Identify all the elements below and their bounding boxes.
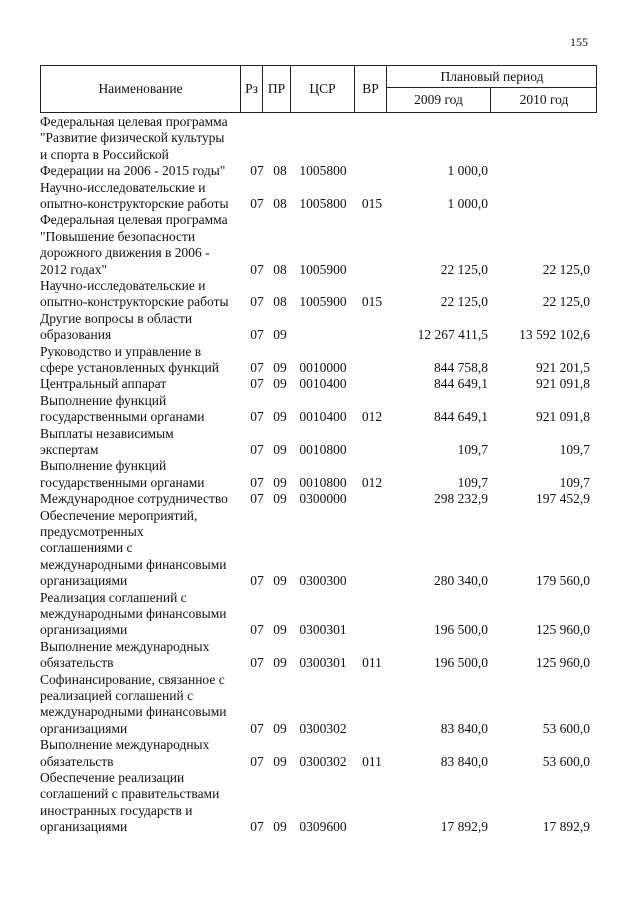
- row-rz: 07: [250, 622, 264, 638]
- table-row: [0, 278, 640, 311]
- row-value-2010: 921 201,5: [536, 359, 590, 375]
- row-pr: 09: [273, 409, 287, 425]
- row-value-2010: 22 125,0: [542, 261, 590, 277]
- row-csr: 0300301: [299, 655, 347, 671]
- table-row: [0, 458, 640, 491]
- table-row: [0, 426, 640, 459]
- page-number: 155: [570, 35, 588, 49]
- row-value-2010: 125 960,0: [536, 622, 590, 638]
- row-pr: 09: [273, 622, 287, 638]
- row-pr: 08: [273, 195, 287, 211]
- row-value-2009: 844 649,1: [434, 376, 488, 392]
- row-csr: 0300302: [299, 720, 347, 736]
- row-pr: 09: [273, 327, 287, 343]
- row-name: Научно-исследовательские и опытно-конструкторские работы: [40, 278, 229, 310]
- table-row: [0, 393, 640, 426]
- table-row: [0, 212, 640, 278]
- row-csr: 1005900: [299, 294, 347, 310]
- row-rz: 07: [250, 195, 264, 211]
- row-value-2009: 844 758,8: [434, 359, 488, 375]
- row-value-2010: 921 091,8: [536, 409, 590, 425]
- row-name: Федеральная целевая программа "Повышение безопасности дорожного движения в 2006 - 2012 годах": [40, 212, 228, 277]
- row-name: Обеспечение мероприятий, предусмотренных соглашениями с международными финансовыми организациями: [40, 507, 227, 589]
- row-name: Выполнение международных обязательств: [40, 737, 210, 769]
- row-rz: 07: [250, 474, 264, 490]
- header-year-2009: 2009 год: [387, 88, 491, 112]
- row-value-2009: 12 267 411,5: [417, 327, 488, 343]
- row-csr: 0300300: [299, 573, 347, 589]
- table-row: [0, 639, 640, 672]
- row-value-2010: 22 125,0: [542, 294, 590, 310]
- row-csr: 1005800: [299, 195, 347, 211]
- row-pr: 09: [273, 753, 287, 769]
- row-vr: 012: [361, 409, 383, 425]
- table-row: [0, 180, 640, 213]
- row-rz: 07: [250, 753, 264, 769]
- row-value-2009: 83 840,0: [440, 753, 488, 769]
- row-rz: 07: [250, 573, 264, 589]
- row-rz: 07: [250, 163, 264, 179]
- row-value-2010: 17 892,9: [542, 819, 590, 835]
- row-name: Обеспечение реализации соглашений с правительствами иностранных государств и организациями: [40, 770, 220, 835]
- row-name: Другие вопросы в области образования: [40, 310, 193, 343]
- row-csr: 0300302: [299, 753, 347, 769]
- table-header: [40, 65, 597, 113]
- row-rz: 07: [250, 409, 264, 425]
- row-csr: 0010800: [299, 441, 347, 457]
- row-vr: 015: [361, 195, 383, 211]
- row-value-2010: 13 592 102,6: [519, 327, 590, 343]
- row-name: Научно-исследовательские и опытно-конструкторские работы: [40, 179, 229, 211]
- row-value-2010: 53 600,0: [542, 753, 590, 769]
- row-pr: 09: [273, 655, 287, 671]
- row-csr: 1005900: [299, 261, 347, 277]
- row-name: Софинансирование, связанное с реализацией соглашений с международными финансовыми организациями: [40, 671, 227, 736]
- row-pr: 09: [273, 359, 287, 375]
- row-value-2009: 22 125,0: [440, 261, 488, 277]
- table-row: [0, 770, 640, 836]
- table-row: [0, 376, 640, 392]
- header-vr: ВР: [355, 66, 387, 112]
- row-csr: 0010000: [299, 359, 347, 375]
- header-period: Плановый период: [387, 66, 597, 88]
- row-name: Международное сотрудничество: [40, 491, 228, 507]
- row-value-2009: 196 500,0: [434, 622, 488, 638]
- table-row: [0, 491, 640, 507]
- row-pr: 09: [273, 441, 287, 457]
- row-rz: 07: [250, 491, 264, 507]
- row-rz: 07: [250, 819, 264, 835]
- table-row: [0, 114, 640, 180]
- row-name: Руководство и управление в сфере установленных функций: [40, 343, 219, 375]
- row-pr: 08: [273, 261, 287, 277]
- row-pr: 09: [273, 819, 287, 835]
- header-rz: Рз: [241, 66, 263, 112]
- table-row: [0, 590, 640, 639]
- row-value-2010: 179 560,0: [536, 573, 590, 589]
- row-value-2010: 53 600,0: [542, 720, 590, 736]
- row-value-2009: 17 892,9: [440, 819, 488, 835]
- row-rz: 07: [250, 294, 264, 310]
- row-value-2009: 1 000,0: [447, 195, 488, 211]
- row-value-2009: 22 125,0: [440, 294, 488, 310]
- row-csr: 0010400: [299, 376, 347, 392]
- row-pr: 08: [273, 294, 287, 310]
- table-row: [0, 311, 640, 344]
- row-name: Федеральная целевая программа "Развитие физической культуры и спорта в Российской Федерации на 2006 - 2015 годы": [40, 114, 228, 179]
- row-csr: 0309600: [299, 819, 347, 835]
- row-value-2009: 109,7: [457, 474, 488, 490]
- row-vr: 011: [362, 753, 382, 769]
- row-name: Выполнение функций государственными органами: [40, 392, 205, 425]
- row-csr: 0300000: [299, 491, 347, 507]
- table-row: [0, 344, 640, 377]
- row-pr: 09: [273, 720, 287, 736]
- row-pr: 09: [273, 573, 287, 589]
- row-csr: 0010800: [299, 474, 347, 490]
- row-value-2009: 109,7: [457, 441, 488, 457]
- row-rz: 07: [250, 261, 264, 277]
- row-vr: 011: [362, 655, 382, 671]
- row-value-2009: 844 649,1: [434, 409, 488, 425]
- header-name: Наименование: [41, 66, 241, 112]
- table-row: [0, 737, 640, 770]
- row-csr: 0010400: [299, 409, 347, 425]
- row-value-2009: 83 840,0: [440, 720, 488, 736]
- row-pr: 09: [273, 376, 287, 392]
- row-rz: 07: [250, 359, 264, 375]
- row-rz: 07: [250, 655, 264, 671]
- row-pr: 08: [273, 163, 287, 179]
- row-vr: 012: [361, 474, 383, 490]
- row-name: Выполнение международных обязательств: [40, 638, 210, 671]
- row-value-2010: 921 091,8: [536, 376, 590, 392]
- row-name: Выполнение функций государственными органами: [40, 458, 205, 490]
- row-name: Центральный аппарат: [40, 376, 167, 392]
- row-csr: 1005800: [299, 163, 347, 179]
- row-name: Выплаты независимым экспертам: [40, 425, 174, 457]
- row-csr: 0300301: [299, 622, 347, 638]
- row-value-2009: 196 500,0: [434, 655, 488, 671]
- row-value-2009: 280 340,0: [434, 573, 488, 589]
- row-name: Реализация соглашений с международными финансовыми организациями: [40, 589, 227, 638]
- row-rz: 07: [250, 441, 264, 457]
- header-year-2010: 2010 год: [519, 92, 569, 107]
- row-pr: 09: [273, 474, 287, 490]
- row-value-2010: 109,7: [559, 474, 590, 490]
- header-pr: ПР: [263, 66, 291, 112]
- row-value-2009: 298 232,9: [434, 491, 488, 507]
- row-rz: 07: [250, 720, 264, 736]
- header-csr: ЦСР: [291, 66, 355, 112]
- row-vr: 015: [361, 294, 383, 310]
- row-rz: 07: [250, 327, 264, 343]
- table-row: [0, 508, 640, 590]
- row-value-2009: 1 000,0: [447, 163, 488, 179]
- row-pr: 09: [273, 491, 287, 507]
- row-value-2010: 125 960,0: [536, 655, 590, 671]
- table-row: [0, 672, 640, 738]
- row-value-2010: 109,7: [559, 441, 590, 457]
- row-rz: 07: [250, 376, 264, 392]
- row-value-2010: 197 452,9: [536, 491, 590, 507]
